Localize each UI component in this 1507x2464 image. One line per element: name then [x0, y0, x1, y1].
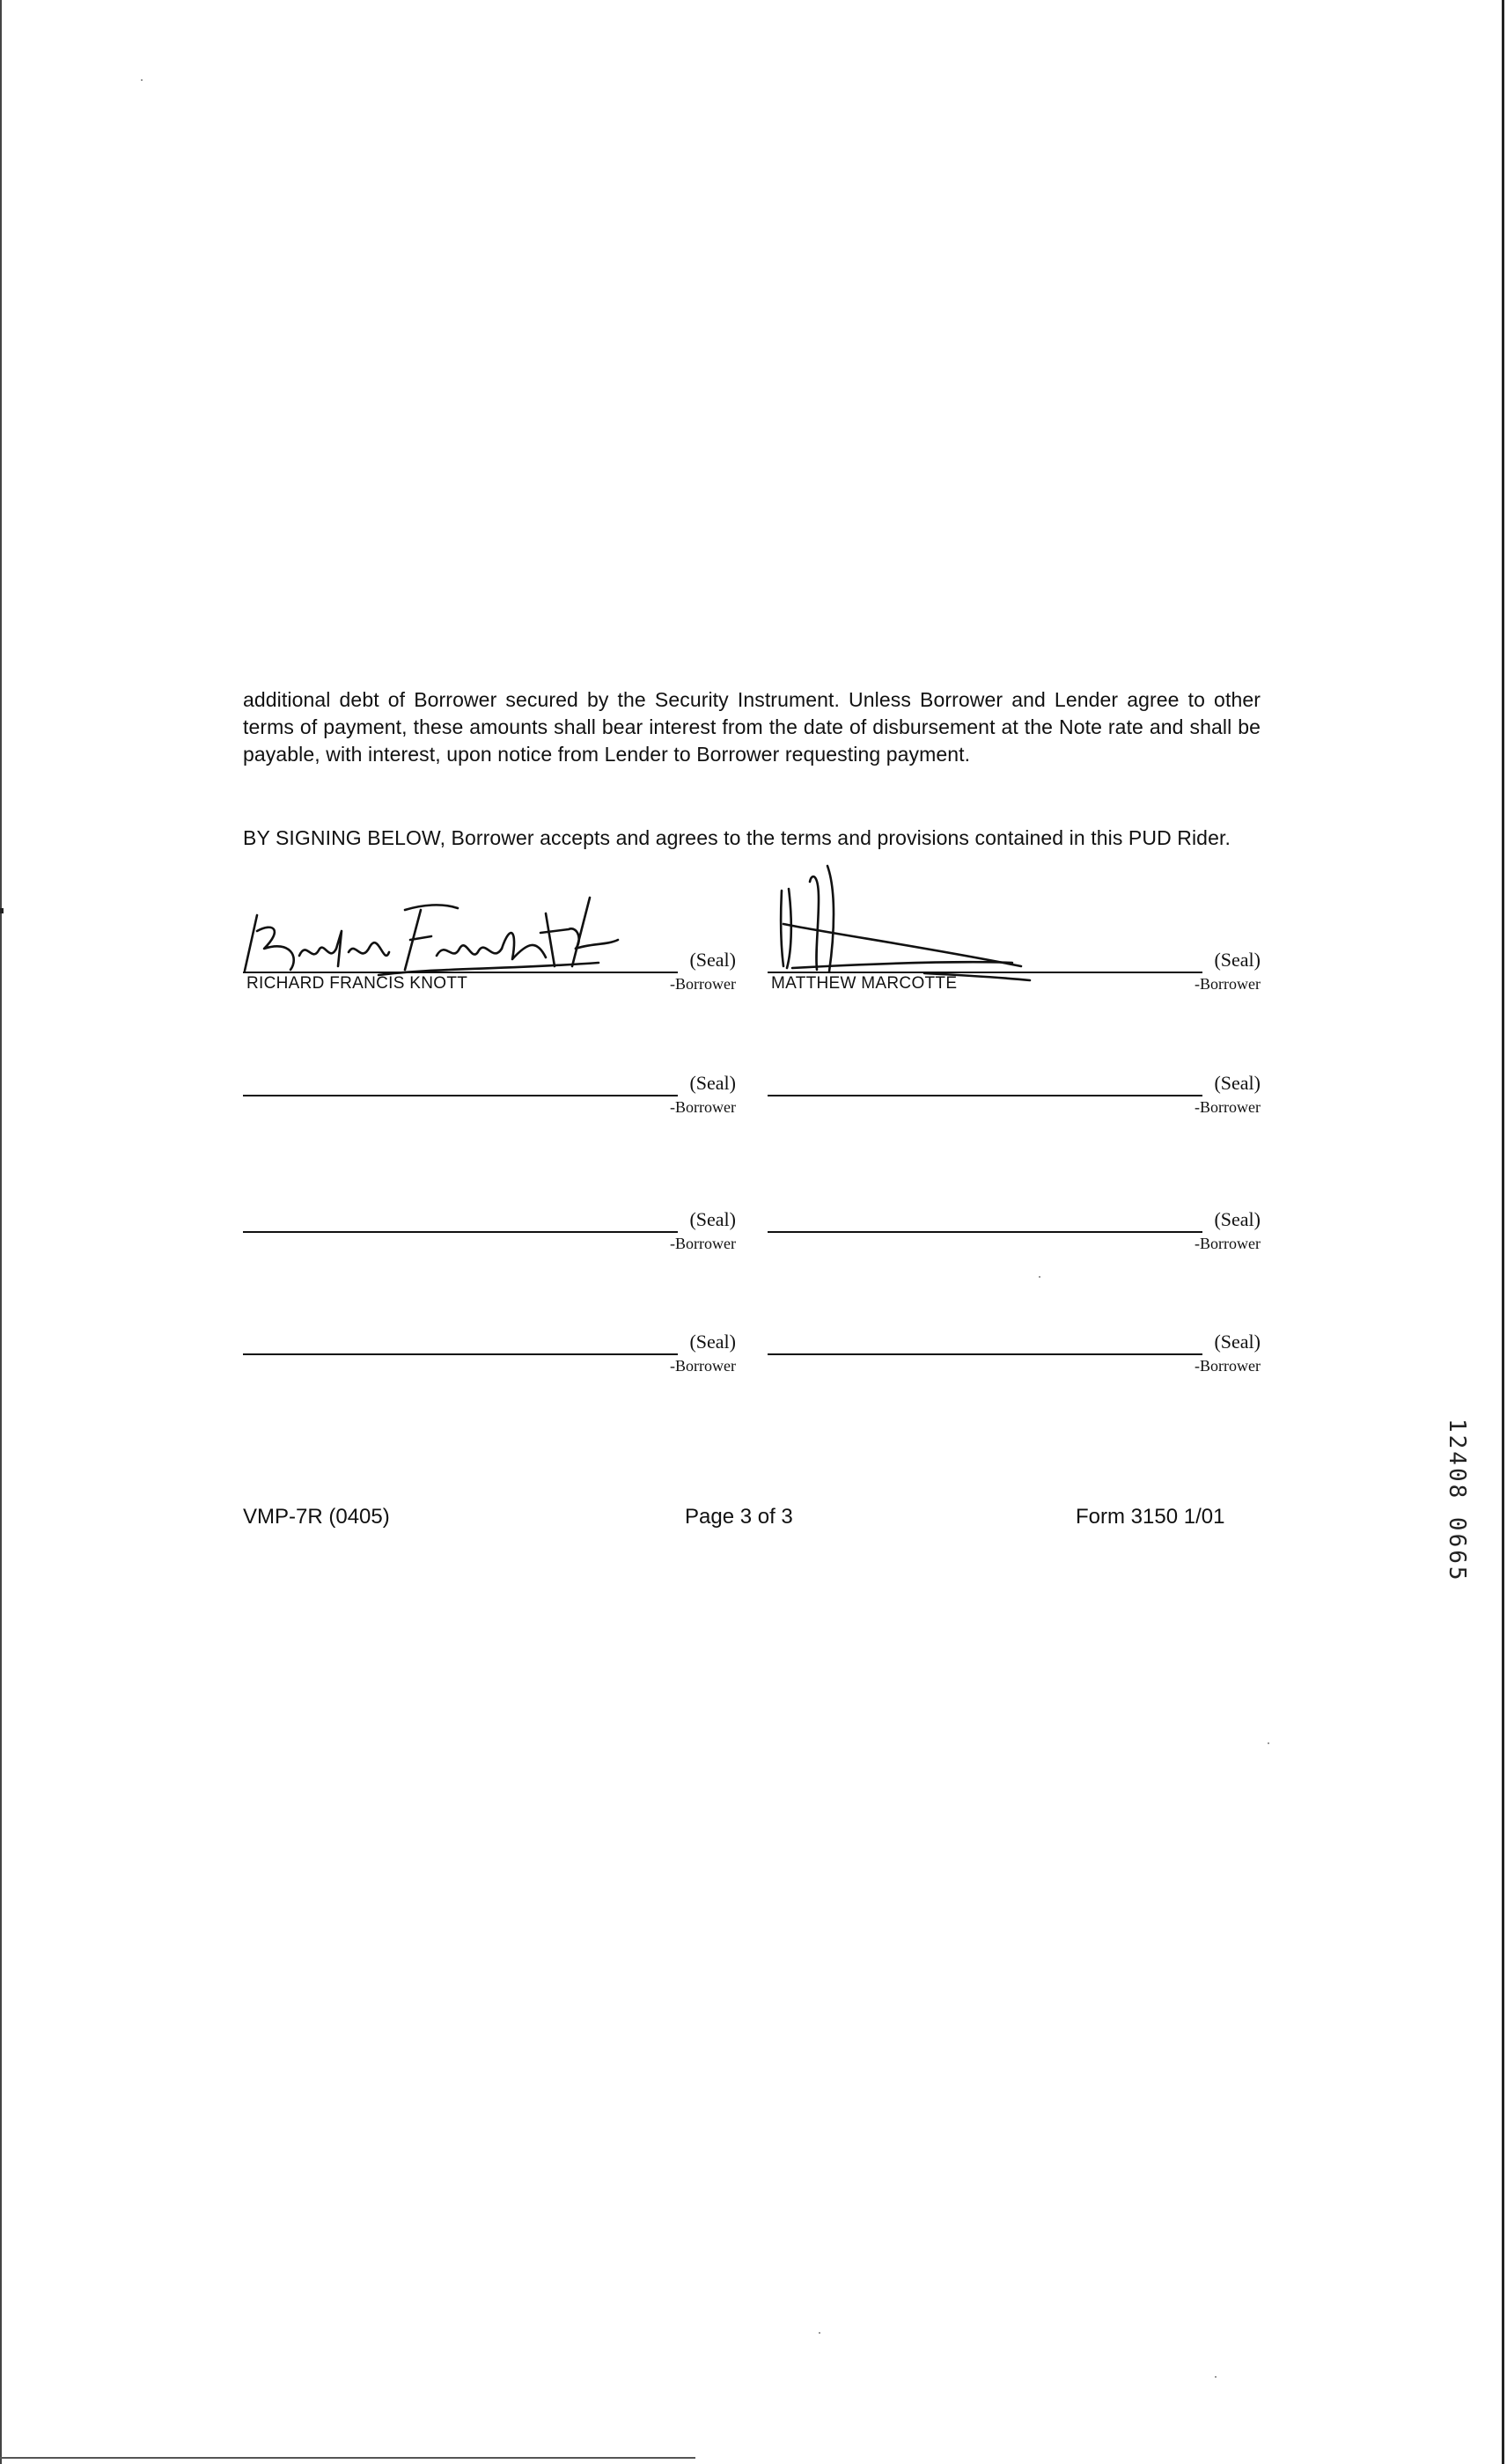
seal-label: (Seal) — [1214, 1331, 1261, 1353]
signature-block-7 — [243, 1331, 736, 1375]
seal-label: (Seal) — [689, 1331, 736, 1353]
signature-line — [243, 1095, 678, 1096]
recording-stamp: 12408 0665 — [1444, 1419, 1470, 1583]
borrower-label: -Borrower — [1195, 975, 1261, 993]
signature-line — [768, 1353, 1202, 1355]
signature-block-3 — [243, 1072, 736, 1116]
scan-speck — [141, 79, 143, 81]
scan-edge-bottom — [0, 2457, 695, 2459]
borrower-label: -Borrower — [670, 1235, 736, 1252]
signer-name: RICHARD FRANCIS KNOTT — [246, 974, 468, 993]
scan-speck — [1215, 2376, 1217, 2378]
signature-line — [768, 1231, 1202, 1233]
seal-label: (Seal) — [689, 949, 736, 971]
signature-block-5 — [243, 1208, 736, 1252]
signature-line — [243, 1231, 678, 1233]
handwritten-signature-knott — [238, 878, 643, 984]
scan-speck — [1268, 1742, 1269, 1744]
scan-mark — [0, 908, 4, 913]
borrower-label: -Borrower — [670, 975, 736, 993]
continuation-paragraph: additional debt of Borrower secured by the Security Instrument. Unless Borrower and Lender agree to other terms of payment, these amounts shall bear interest from the date of disbursement at the Note rate and shall be payable, with interest, upon notice from Lender to Borrower requesting payment. — [243, 688, 1261, 766]
page-number: Page 3 of 3 — [685, 1505, 793, 1529]
borrower-label: -Borrower — [1195, 1235, 1261, 1252]
scan-edge-left — [0, 0, 2, 2464]
scan-speck — [1039, 1276, 1040, 1278]
seal-label: (Seal) — [1214, 1208, 1261, 1230]
seal-label: (Seal) — [1214, 949, 1261, 971]
signature-block-6 — [768, 1208, 1261, 1252]
signature-block-4 — [768, 1072, 1261, 1116]
borrower-label: -Borrower — [1195, 1098, 1261, 1116]
form-number: Form 3150 1/01 — [1076, 1505, 1225, 1529]
seal-label: (Seal) — [689, 1208, 736, 1230]
scan-edge-right — [1502, 0, 1504, 2464]
signing-statement: BY SIGNING BELOW, Borrower accepts and agrees to the terms and provisions contained in this PUD Rider. — [243, 826, 1231, 849]
signature-line — [768, 1095, 1202, 1096]
seal-label: (Seal) — [689, 1072, 736, 1094]
borrower-label: -Borrower — [670, 1098, 736, 1116]
signature-block-8 — [768, 1331, 1261, 1375]
form-code: VMP-7R (0405) — [243, 1505, 390, 1529]
borrower-label: -Borrower — [1195, 1357, 1261, 1375]
signature-line — [243, 1353, 678, 1355]
handwritten-signature-marcotte — [766, 864, 1083, 996]
borrower-label: -Borrower — [670, 1357, 736, 1375]
scan-speck — [819, 2332, 820, 2334]
seal-label: (Seal) — [1214, 1072, 1261, 1094]
signer-name: MATTHEW MARCOTTE — [771, 974, 958, 993]
